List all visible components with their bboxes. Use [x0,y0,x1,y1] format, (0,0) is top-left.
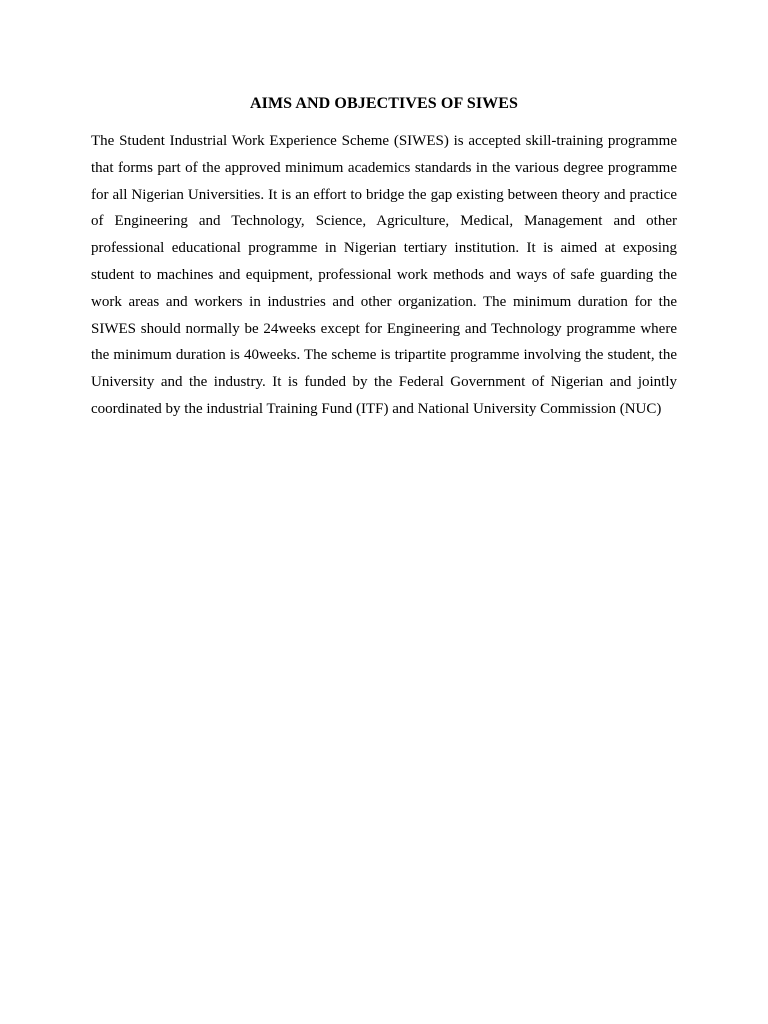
document-title: AIMS AND OBJECTIVES OF SIWES [249,95,519,112]
document-body [91,94,677,423]
body-paragraph: The Student Industrial Work Experience Scheme (SIWES) is accepted skill-training programme that forms part of the approved minimum academics standards in the various degree programme for all Nigerian Universities. It is an effort to bridge the gap existing between theory and practice of Engineering and Technology, Science, Agriculture, Medical, Management and other professional educational programme in Nigerian tertiary institution. It is aimed at exposing student to machines and equipment, professional work methods and ways of safe guarding the work areas and workers in industries and other organization. The minimum duration for the SIWES should normally be 24weeks except for Engineering and Technology programme where the minimum duration is 40weeks. The scheme is tripartite programme involving the student, the University and the industry. It is funded by the Federal Government of Nigerian and jointly coordinated by the industrial Training Fund (ITF) and National University Commission (NUC) [91,133,677,417]
